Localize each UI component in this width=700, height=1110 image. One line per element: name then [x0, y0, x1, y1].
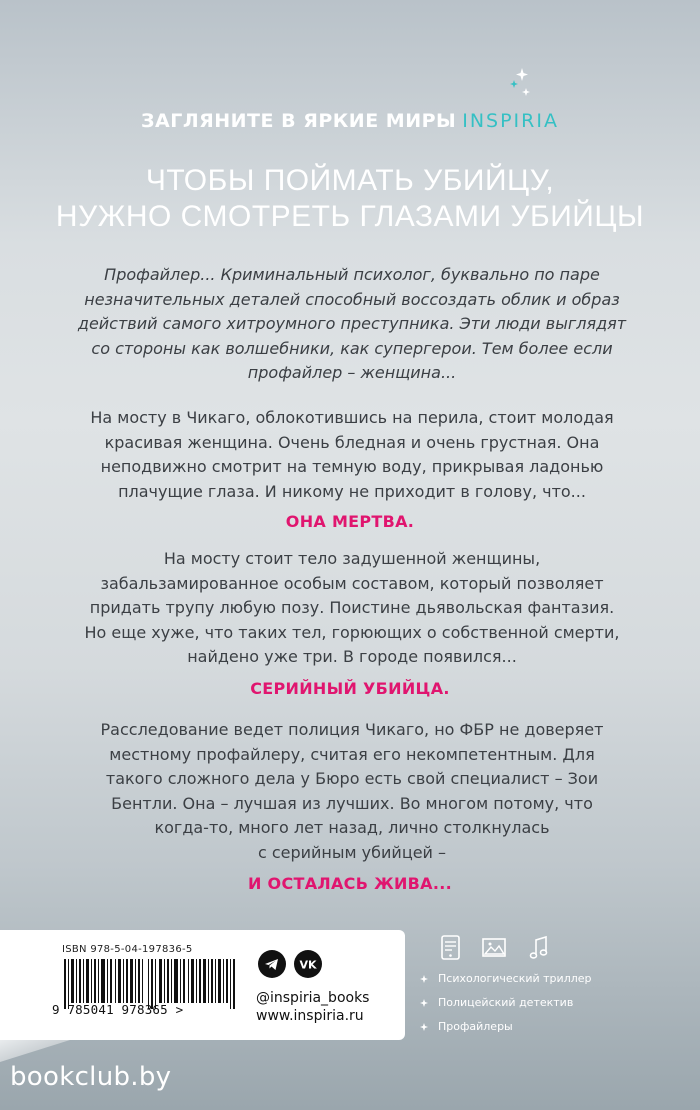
text-line: плачущие глаза. И никому не приходит в голову, что... — [118, 481, 586, 501]
text-line: Профайлер... Криминальный психолог, буквально по паре — [104, 265, 600, 284]
series-banner — [0, 110, 700, 132]
vk-icon[interactable] — [294, 950, 322, 978]
sparkle-icon — [420, 999, 428, 1007]
sparkle-icon — [420, 975, 428, 983]
text-line: На мосту стоит тело задушенной женщины, — [163, 549, 541, 568]
card-fold-decoration — [0, 1040, 70, 1062]
accent-line-2: СЕРИЙНЫЙ УБИЙЦА. — [250, 679, 450, 698]
text-line: когда-то, много лет назад, лично столкнулась — [154, 818, 550, 838]
text-line: Расследование ведет полиция Чикаго, но ФБР не доверяет — [100, 720, 604, 739]
series-tagline: ЗАГЛЯНИТЕ В ЯРКИЕ МИРЫ — [141, 110, 457, 132]
text-line: с серийным убийцей – — [257, 842, 447, 862]
paragraph-2 — [62, 547, 642, 670]
svg-text:VK: VK — [299, 958, 317, 972]
genre-tag-label: Полицейский детектив — [438, 996, 574, 1009]
text-line: неподвижно смотрит на темную воду, прикрывая ладонью — [100, 457, 604, 477]
image-icon — [482, 935, 508, 961]
audio-icon — [528, 935, 550, 961]
text-line: На мосту в Чикаго, облокотившись на перила, стоит молодая — [90, 408, 614, 427]
text-line: со стороны как волшебники, как супергерои. Тем более если — [91, 338, 613, 358]
text-line: красивая женщина. Очень бледная и очень грустная. Она — [104, 432, 600, 452]
paragraph-3 — [62, 718, 642, 866]
watermark: bookclub.by — [10, 1062, 172, 1092]
text-line: незначительных деталей способный воссоздать облик и образ — [84, 289, 620, 309]
text-line: действий самого хитроумного преступника. Эти люди выглядят — [77, 314, 627, 334]
website-link[interactable]: www.inspiria.ru — [256, 1008, 364, 1024]
intro-paragraph — [62, 263, 642, 386]
text-line: профайлер – женщина... — [247, 363, 457, 383]
headline-line-2: НУЖНО СМОТРЕТЬ ГЛАЗАМИ УБИЙЦЫ — [55, 200, 645, 233]
headline — [0, 163, 700, 235]
text-line: Бентли. Она – лучшая из лучших. Во многом потому, что — [111, 793, 593, 813]
text-line: найдено уже три. В городе появился... — [187, 647, 517, 667]
brand-logo: INSPIRIA — [462, 110, 559, 132]
barcode-digits: 9 785041 978365 > — [52, 1002, 184, 1017]
social-handle: @inspiria_books — [256, 990, 370, 1006]
isbn-text: ISBN 978-5-04-197836-5 — [62, 944, 193, 955]
paragraph-1 — [62, 406, 642, 504]
headline-line-1: ЧТОБЫ ПОЙМАТЬ УБИЙЦУ, — [145, 164, 555, 197]
genre-tag-label: Психологический триллер — [438, 972, 592, 985]
telegram-icon[interactable] — [258, 950, 286, 978]
text-line: придать трупу любую позу. Поистине дьявольская фантазия. — [89, 598, 615, 618]
genre-tag-label: Профайлеры — [438, 1020, 513, 1033]
sparkle-icon — [420, 1023, 428, 1031]
ebook-icon — [440, 935, 462, 961]
text-line: такого сложного дела у Бюро есть свой специалист – Зои — [105, 769, 599, 789]
text-line: местному профайлеру, считая его некомпетентным. Для — [109, 744, 595, 764]
accent-line-3: И ОСТАЛАСЬ ЖИВА... — [248, 874, 452, 893]
text-line: забальзамированное особым составом, который позволяет — [100, 573, 604, 593]
sparkle-stars-icon — [506, 66, 536, 106]
text-line: Но еще хуже, что таких тел, горюющих о собственной смерти, — [84, 622, 620, 642]
accent-line-1: ОНА МЕРТВА. — [285, 512, 415, 531]
